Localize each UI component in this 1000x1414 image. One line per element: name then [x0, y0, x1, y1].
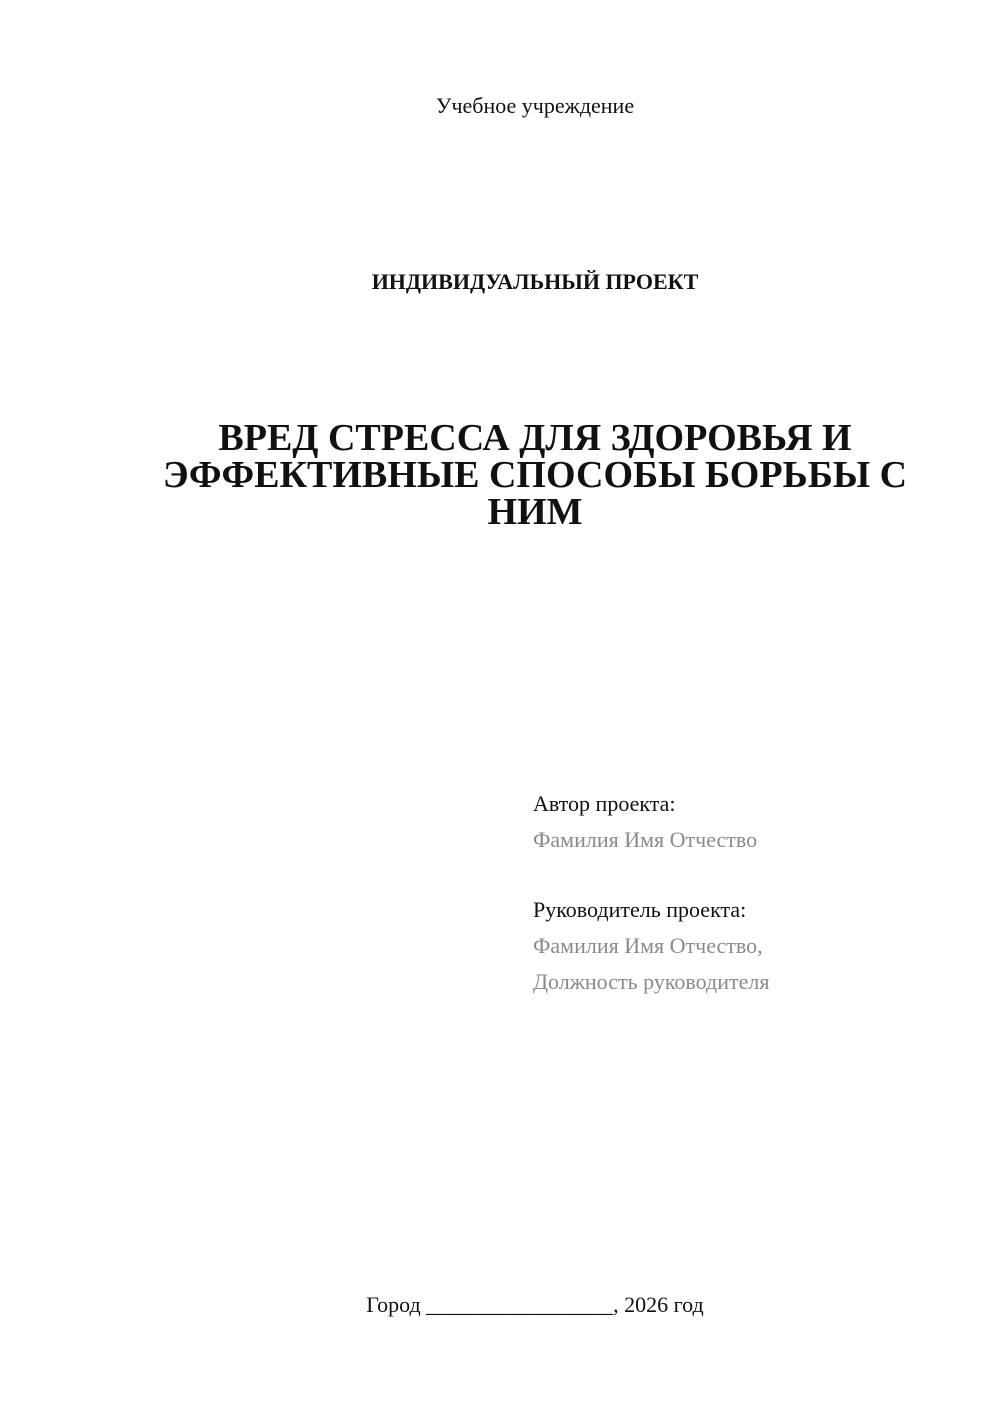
project-type-heading: ИНДИВИДУАЛЬНЫЙ ПРОЕКТ: [371, 269, 699, 294]
author-block: [533, 786, 953, 858]
supervisor-label: Руководитель проекта:: [533, 897, 747, 922]
author-name: Фамилия Имя Отчество: [533, 827, 758, 852]
author-label: Автор проекта:: [533, 791, 676, 816]
supervisor-name: Фамилия Имя Отчество,: [533, 933, 763, 958]
supervisor-position: Должность руководителя: [533, 969, 770, 994]
project-title-line: ВРЕД СТРЕССА ДЛЯ ЗДОРОВЬЯ И: [218, 417, 852, 459]
supervisor-block: [533, 892, 953, 1000]
project-title-line: ЭФФЕКТИВНЫЕ СПОСОБЫ БОРЬБЫ С: [162, 454, 908, 496]
city-year-footer: Город _________________, 2026 год: [366, 1292, 704, 1317]
institution-name: Учебное учреждение: [435, 93, 635, 118]
project-title-line: НИМ: [487, 491, 583, 533]
project-title: [140, 417, 930, 533]
